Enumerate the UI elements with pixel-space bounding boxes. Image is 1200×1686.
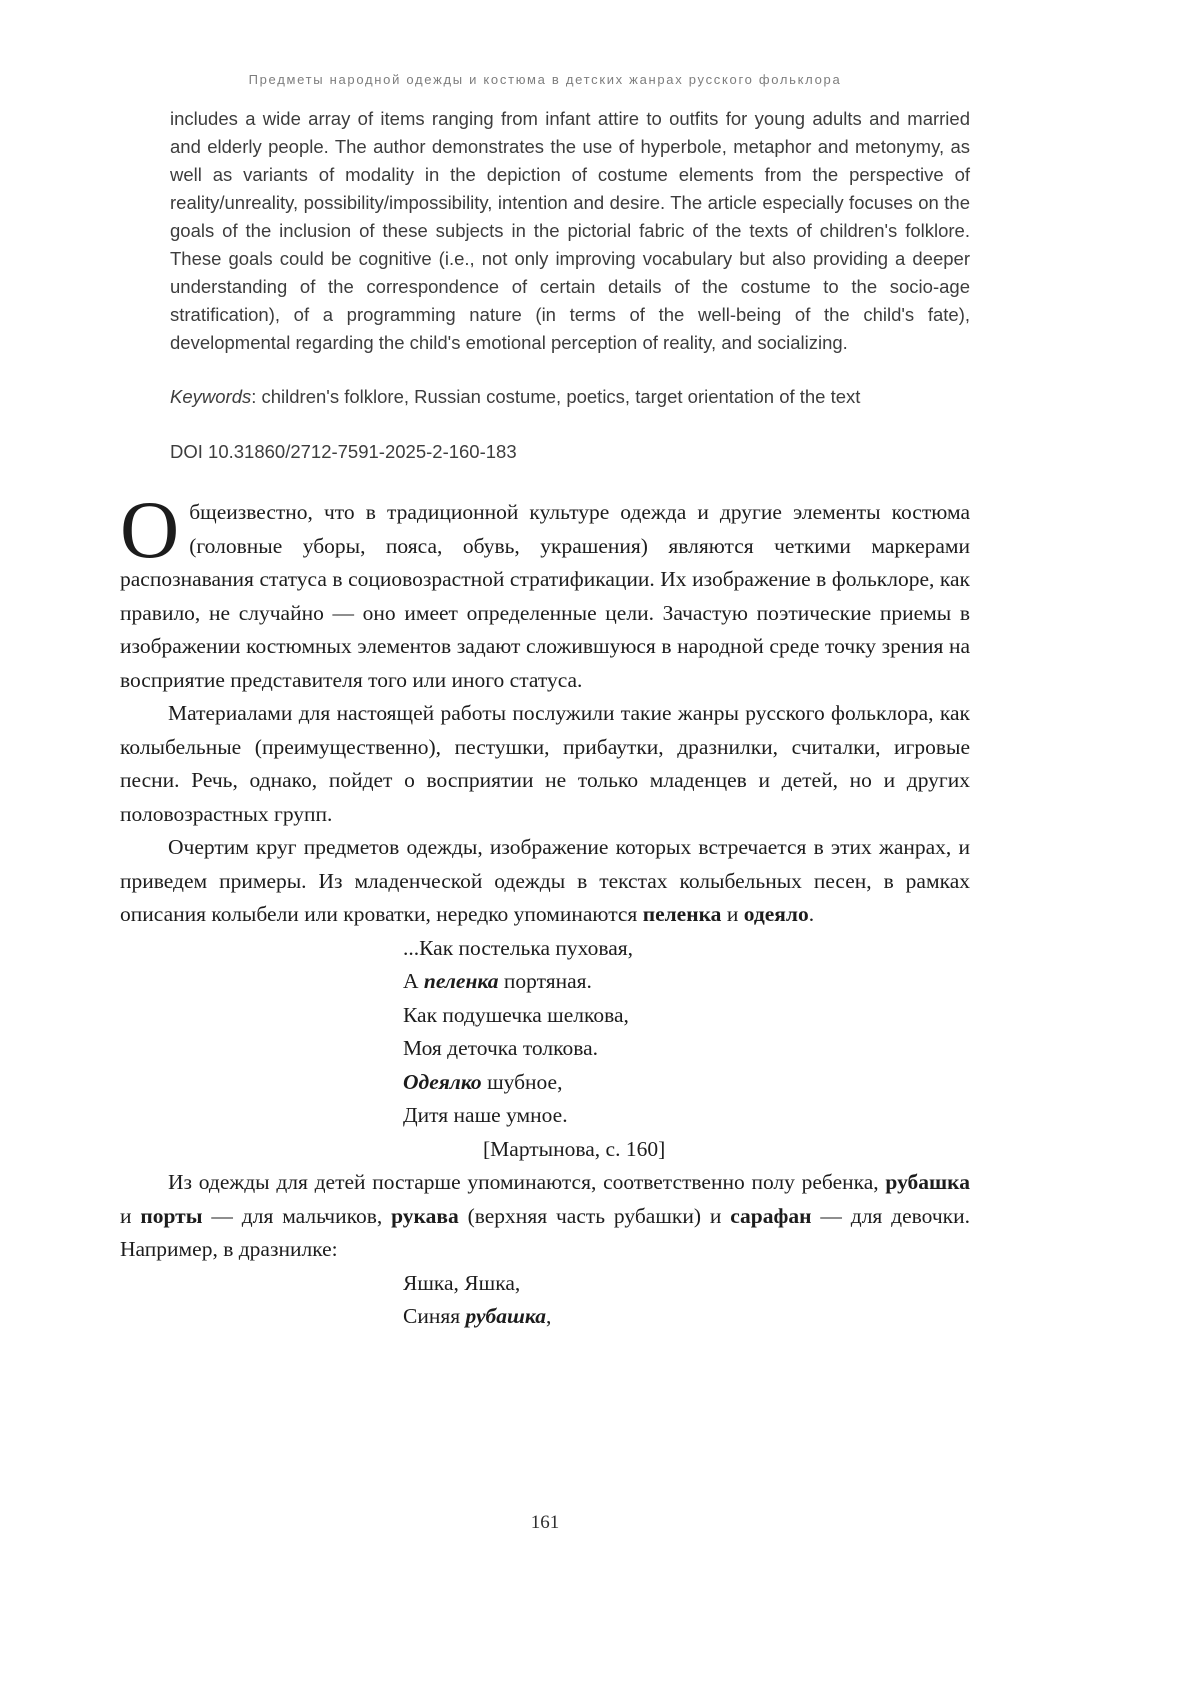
keywords-line [170, 383, 970, 411]
verse-line: Яшка, Яшка, [403, 1270, 521, 1295]
keywords-label: Keywords [170, 386, 252, 407]
doi-line: DOI 10.31860/2712-7591-2025-2-160-183 [170, 441, 517, 462]
paragraph-1 [120, 484, 970, 697]
verse-line: Дитя наше умное. [403, 1103, 568, 1127]
verse-line: ...Как постелька пуховая, [403, 935, 634, 960]
paragraph-1-text: бщеизвестно, что в традиционной культуре одежда и другие элементы костюма (головные уборы, пояса, обувь, украшения) являются четкими маркерами распознавания статуса в социовозрастной стратификации. Их изображение в фольклоре, как правило, не случайно — оно имеет определенные цели. Зачастую поэтические приемы в изображении костюмных элементов задают сложившуюся в народной среде точку зрения на восприятие представителя того или иного статуса. [120, 500, 970, 692]
paragraph-2: Материалами для настоящей работы послужили такие жанры русского фольклора, как колыбельные (преимущественно), пестушки, прибаутки, дразнилки, считалки, игровые песни. Речь, однако, пойдет о восприятии не только младенцев и детей, но и других половозрастных групп. [120, 701, 970, 826]
verse-line: Как подушечка шелкова, [403, 1002, 629, 1027]
verse-line: Синяя рубашка, [403, 1304, 552, 1328]
verse-attribution: [Мартынова, с. 160] [483, 1136, 666, 1161]
abstract-text: includes a wide array of items ranging from infant attire to outfits for young adults and married and elderly people. The author demonstrates the use of hyperbole, metaphor and metonymy, as well as variants of modality in the depiction of costume elements from the perspective of reality/unreality, possibility/impossibility, intention and desire. The article especially focuses on the goals of the inclusion of these subjects in the pictorial fabric of the texts of children's folklore. These goals could be cognitive (i.e., not only improving vocabulary but also providing a deeper understanding of the correspondence of certain details of the costume to the socio-age stratification), of a programming nature (in terms of the well-being of the child's fate), developmental regarding the child's emotional perception of reality, and socializing. [170, 108, 970, 353]
verse-block-1 [403, 932, 970, 1167]
paragraph-3: Очертим круг предметов одежды, изображение которых встречается в этих жанрах, и приведем примеры. Из младенческой одежды в текстах колыбельных песен, в рамках описания колыбели или кроватки, нередко упоминаются пеленка и одеяло. [120, 835, 970, 926]
running-head: Предметы народной одежды и костюма в детских жанрах русского фольклора [248, 72, 842, 87]
keywords-text: : children's folklore, Russian costume, poetics, target orientation of the text [251, 386, 861, 407]
article-body [120, 484, 971, 1334]
verse-line: Моя деточка толкова. [403, 1036, 599, 1060]
drop-cap: О [120, 484, 180, 575]
verse-line: Одеялко шубное, [403, 1069, 563, 1094]
page-number: 161 [530, 1512, 560, 1533]
paragraph-4: Из одежды для детей постарше упоминаются, соответственно полу ребенка, рубашка и порты — для мальчиков, рукава (верхняя часть рубашки) и сарафан — для девочки. Например, в дразнилке: [120, 1170, 971, 1261]
verse-line: А пеленка портяная. [403, 969, 592, 993]
verse-block-2 [403, 1267, 970, 1334]
abstract-section [120, 105, 970, 466]
